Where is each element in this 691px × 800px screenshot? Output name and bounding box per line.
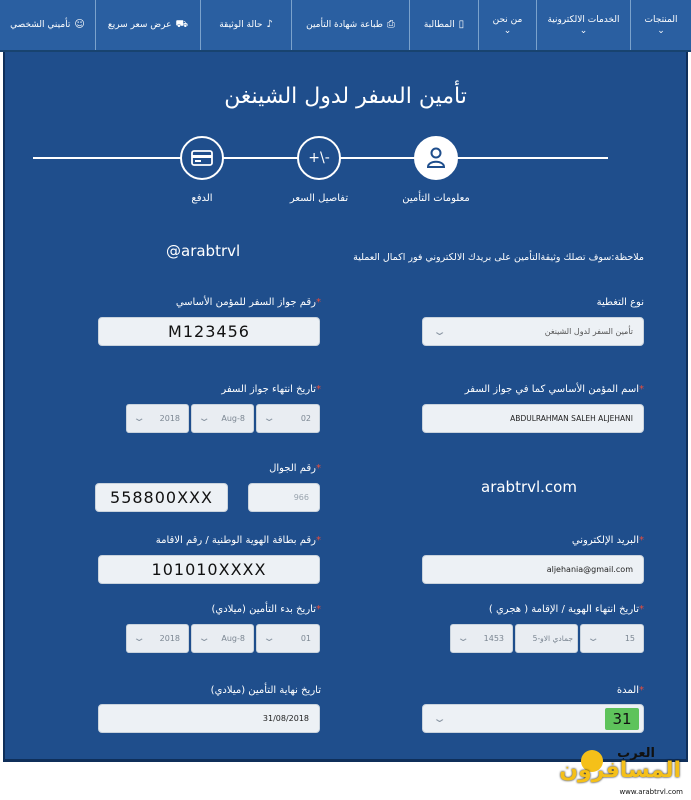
coverage-select[interactable]	[422, 317, 644, 346]
watermark-handle: @arabtrvl	[166, 242, 241, 260]
email-input[interactable]	[422, 555, 644, 584]
chevron-down-icon: ⌄	[132, 413, 146, 424]
nav-claims-label: المطالبة	[423, 20, 455, 30]
id-expiry-day-select[interactable]	[580, 624, 644, 653]
passport-expiry-year-select[interactable]	[126, 404, 189, 433]
duration-label: *المدة	[616, 685, 644, 696]
bell-icon: ♪	[266, 19, 273, 30]
nav-products-label: المنتجات	[644, 14, 678, 25]
step-label-price-details: تفاصيل السعر	[289, 193, 349, 204]
nav-eservices[interactable]	[536, 0, 630, 50]
mobile-code-value: 966	[293, 493, 309, 502]
chevron-down-icon: ⌄	[586, 633, 600, 644]
nav-products[interactable]	[630, 0, 691, 50]
watermark-site: arabtrvl.com	[481, 478, 577, 496]
chevron-down-icon: ⌄	[579, 25, 588, 36]
coverage-label: نوع التغطية	[596, 297, 644, 308]
nav-claims[interactable]	[409, 0, 478, 50]
chevron-down-icon: ⌄	[262, 413, 276, 424]
car-icon: ⛟	[175, 19, 189, 30]
arabtrvl-logo: العرب المسافرون www.arabtrvl.com	[559, 746, 683, 796]
passport-expiry-label: *تاريخ انتهاء جواز السفر	[221, 384, 321, 395]
id-expiry-month: 5-جمادي الاو	[532, 634, 573, 643]
user-icon	[426, 147, 446, 169]
nav-quick-quote-label: عرض سعر سريع	[107, 20, 172, 30]
chevron-down-icon: ⌄	[262, 633, 276, 644]
chevron-down-icon: ⌄	[132, 633, 146, 644]
step-insurance-info[interactable]	[414, 136, 458, 180]
nav-print-certificate[interactable]	[291, 0, 409, 50]
nav-eservices-label: الخدمات الالكترونية	[547, 14, 620, 25]
national-id-label: *رقم بطاقة الهوية الوطنية / رقم الاقامة	[155, 535, 321, 546]
mobile-number-input[interactable]	[95, 483, 228, 512]
chevron-down-icon: ⌄	[197, 413, 211, 424]
passport-expiry-day-select[interactable]	[256, 404, 320, 433]
id-expiry-day: 15	[624, 634, 635, 643]
start-date-year-select[interactable]	[126, 624, 189, 653]
start-date-day-select[interactable]	[256, 624, 320, 653]
passport-number-value: M123456	[168, 322, 250, 341]
page-title: تأمين السفر لدول الشينغن	[224, 84, 467, 109]
start-date-day: 01	[300, 634, 311, 643]
end-date-input	[98, 704, 320, 733]
step-label-insurance-info: معلومات التأمين	[402, 193, 470, 204]
passport-expiry-month: Aug-8	[221, 414, 245, 423]
end-date-value: 31/08/2018	[262, 714, 309, 723]
printer-icon: ⎙	[386, 19, 395, 30]
national-id-input[interactable]	[98, 555, 320, 584]
passport-expiry-year: 2018	[159, 414, 180, 423]
nav-print-cert-label: طباعة شهادة التأمين	[306, 20, 383, 30]
nav-quick-quote[interactable]	[95, 0, 200, 50]
step-payment[interactable]	[180, 136, 224, 180]
insured-name-input[interactable]	[422, 404, 644, 433]
duration-select[interactable]	[422, 704, 644, 733]
email-label: *البريد الإلكتروني	[571, 535, 644, 546]
duration-value: 31	[605, 708, 639, 730]
passport-expiry-month-select[interactable]	[191, 404, 254, 433]
document-icon: ▯	[458, 19, 465, 30]
chevron-down-icon: ⌄	[657, 25, 665, 36]
passport-number-label: *رقم جواز السفر للمؤمن الأساسي	[175, 297, 321, 308]
coverage-value: تأمين السفر لدول الشينغن	[544, 327, 633, 336]
nav-policy-status-label: حالة الوثيقة	[219, 20, 263, 30]
nav-policy-status[interactable]	[200, 0, 291, 50]
nav-personal[interactable]	[0, 0, 95, 50]
national-id-value: 101010XXXX	[151, 560, 267, 579]
passport-number-input[interactable]	[98, 317, 320, 346]
mobile-label: *رقم الجوال	[269, 463, 321, 474]
start-date-label: *تاريخ بدء التأمين (ميلادي)	[211, 604, 321, 615]
user-lock-icon: ☺	[74, 19, 85, 30]
nav-about-label: من نحن	[492, 14, 523, 25]
mobile-country-code[interactable]	[248, 483, 320, 512]
credit-card-icon	[191, 150, 213, 166]
end-date-label: تاريخ نهاية التأمين (ميلادي)	[210, 685, 321, 696]
step-price-details[interactable]	[297, 136, 341, 180]
id-expiry-month-select[interactable]	[515, 624, 578, 653]
email-note: ملاحظة:سوف تصلك وثيقةالتأمين على بريدك الالكتروني فور اكمال العملية	[353, 252, 644, 263]
start-date-month-select[interactable]	[191, 624, 254, 653]
plus-minus-icon: +\-	[308, 150, 330, 166]
chevron-down-icon: ⌄	[456, 633, 470, 644]
id-expiry-year: 1453	[483, 634, 504, 643]
nav-personal-label: تأميني الشخصي	[10, 20, 71, 30]
start-date-month: Aug-8	[221, 634, 245, 643]
chevron-down-icon: ⌄	[503, 25, 512, 36]
top-nav	[0, 0, 691, 52]
mobile-number-value: 558800XXX	[110, 488, 213, 507]
start-date-year: 2018	[159, 634, 180, 643]
nav-about[interactable]	[478, 0, 536, 50]
chevron-down-icon: ⌄	[432, 325, 447, 338]
step-label-payment: الدفع	[191, 193, 213, 204]
chevron-down-icon: ⌄	[197, 633, 211, 644]
insured-name-value: ABDULRAHMAN SALEH ALJEHANI	[510, 414, 633, 423]
id-expiry-year-select[interactable]	[450, 624, 513, 653]
id-expiry-label: *تاريخ انتهاء الهوية / الإقامة ( هجري )	[488, 604, 644, 615]
insured-name-label: *اسم المؤمن الأساسي كما في جواز السفر	[464, 384, 644, 395]
chevron-down-icon: ⌄	[432, 712, 447, 725]
email-value: aljehania@gmail.com	[546, 565, 633, 574]
passport-expiry-day: 02	[300, 414, 311, 423]
